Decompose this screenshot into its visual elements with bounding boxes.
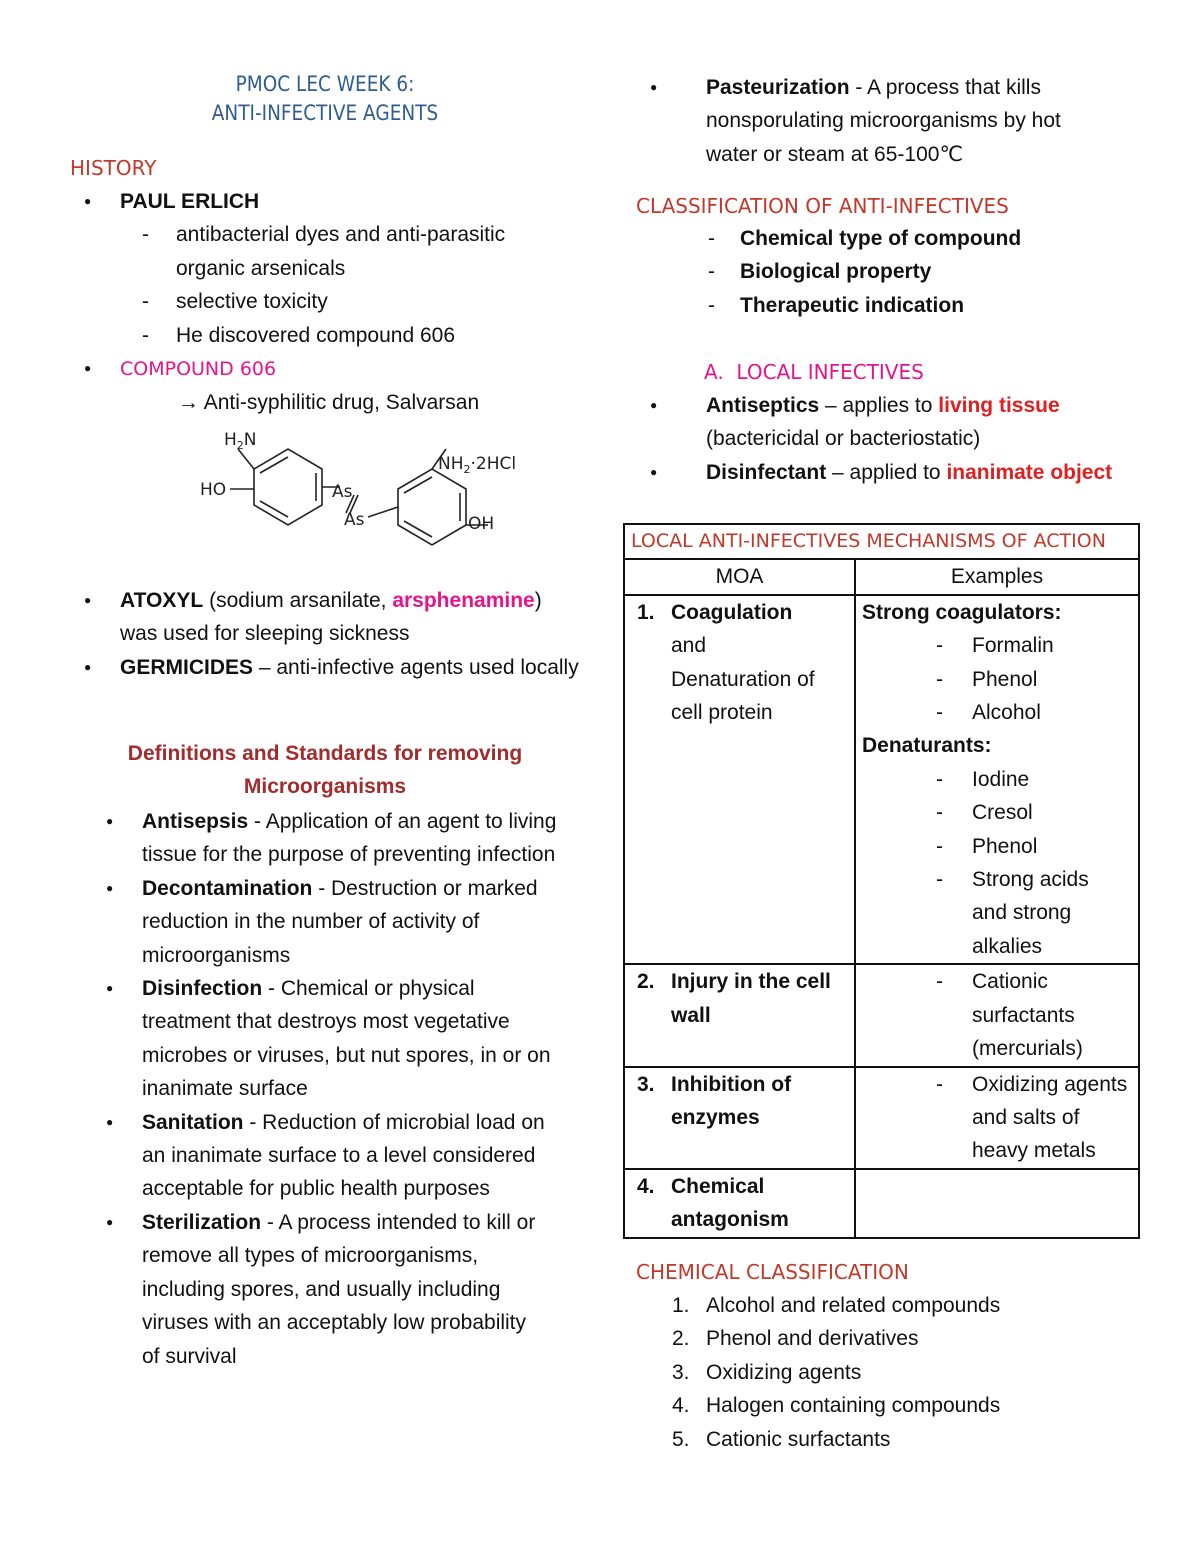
examples-cell	[855, 1067, 1139, 1169]
list-item	[70, 185, 580, 218]
list-item	[70, 1206, 542, 1373]
germicides-name: GERMICIDES	[120, 655, 254, 679]
example-item: - Phenol	[862, 663, 1132, 696]
arrow-icon: →	[178, 391, 199, 415]
moa-cell	[624, 1169, 855, 1238]
subscript-2: 2	[236, 439, 244, 452]
moa-cell	[624, 1067, 855, 1169]
classification-item: Therapeutic indication	[740, 293, 965, 317]
item-text: Phenol and derivatives	[706, 1327, 919, 1351]
page-title	[101, 70, 550, 128]
title-line-2: ANTI-INFECTIVE AGENTS	[211, 101, 439, 125]
table-row	[624, 1169, 1139, 1238]
hcl-label: ·2HCl	[470, 454, 517, 474]
chemical-list	[636, 1289, 1150, 1456]
history-list-2	[70, 584, 580, 684]
definitions-heading-line: Definitions and Standards for removing	[127, 742, 523, 765]
compound-name: COMPOUND 606	[120, 358, 277, 381]
pasteurization-desc: - A process that kills nonsporulating microorganisms by hot water or steam at 65-100℃	[706, 76, 1061, 166]
antiseptics-post: (bactericidal or bacteriostatic)	[706, 427, 981, 451]
moa-rest: and Denaturation of cell protein	[671, 634, 815, 725]
table-caption-row	[624, 524, 1139, 559]
local-heading	[704, 356, 924, 389]
antiseptics-highlight: living tissue	[938, 394, 1060, 417]
pasteurization-item	[636, 71, 1106, 171]
definition-desc: - Reduction of microbial load on an inanimate surface to a level considered acceptable for public health purposes	[142, 1110, 545, 1201]
item-text: Alcohol and related compounds	[706, 1294, 1001, 1317]
disinfectant-highlight: inanimate object	[946, 460, 1113, 484]
list-item	[636, 222, 1150, 255]
coagulators-heading: Strong coagulators:	[862, 600, 1062, 624]
as-label-2: As	[344, 510, 365, 530]
example-item: - Strong acids and strong alkalies	[862, 863, 1092, 963]
list-item	[636, 1389, 1150, 1422]
atoxyl-highlight: arsphenamine	[392, 589, 535, 612]
example-item: - Oxidizing agents and salts of heavy metals	[862, 1068, 1132, 1168]
definitions-heading	[70, 737, 580, 804]
erlich-name: PAUL ERLICH	[120, 190, 260, 213]
row-number: 2.	[637, 970, 655, 994]
compound-desc	[70, 386, 580, 419]
definition-desc: - Chemical or physical treatment that destroys most vegetative microbes or viruses, but nut spores, in or on inanimate surface	[142, 977, 551, 1101]
row-number: 3.	[637, 1072, 655, 1096]
atoxyl-pre: (sodium arsanilate,	[209, 589, 393, 612]
erlich-point: antibacterial dyes and anti-parasitic organic arsenicals	[176, 223, 506, 280]
local-heading-text: LOCAL INFECTIVES	[736, 360, 924, 384]
list-item	[70, 651, 580, 684]
disinfectant-term: Disinfectant	[706, 460, 827, 484]
n-label: N	[243, 430, 257, 450]
list-item	[70, 1106, 565, 1206]
definitions-list	[70, 805, 565, 1373]
item-number: 1.	[672, 1294, 690, 1317]
list-item	[636, 1322, 1150, 1355]
title-line-1: PMOC LEC WEEK 6:	[235, 72, 415, 96]
denaturants-heading: Denaturants:	[862, 734, 992, 758]
history-heading: HISTORY	[70, 156, 157, 180]
moa-bold: Chemical antagonism	[671, 1174, 789, 1232]
local-heading-letter: A.	[704, 360, 724, 384]
moa-cell	[624, 964, 855, 1066]
definition-term: Sterilization	[142, 1210, 262, 1234]
germicides-desc: – anti-infective agents used locally	[253, 655, 579, 679]
example-item: - Iodine	[862, 763, 1132, 796]
item-number: 3.	[672, 1360, 690, 1384]
classification-item: Biological property	[740, 260, 932, 284]
example-item: - Cationic surfactants (mercurials)	[862, 965, 1092, 1065]
moa-table	[623, 523, 1140, 1239]
moa-bold: Coagulation	[671, 600, 793, 624]
chemical-heading: CHEMICAL CLASSIFICATION	[636, 1260, 909, 1284]
list-item	[636, 71, 1106, 171]
list-item	[636, 1356, 1150, 1389]
classification-list	[636, 222, 1150, 322]
example-item: - Formalin	[862, 629, 1132, 662]
list-item	[70, 805, 565, 872]
local-list	[636, 389, 1150, 489]
item-text: Halogen containing compounds	[706, 1394, 1001, 1418]
list-item	[70, 972, 565, 1106]
nh2-label	[438, 454, 516, 476]
table-header-row	[624, 559, 1139, 594]
as-label-1: As	[332, 482, 353, 502]
column-header-moa: MOA	[624, 559, 855, 594]
compound-desc-text: Anti-syphilitic drug, Salvarsan	[203, 391, 480, 415]
item-number: 5.	[672, 1427, 690, 1451]
list-item	[636, 1289, 1150, 1322]
subscript-2: 2	[463, 463, 471, 476]
salvarsan-structure-diagram	[128, 425, 528, 555]
table-caption: LOCAL ANTI-INFECTIVES MECHANISMS OF ACTION	[624, 524, 1139, 559]
item-text: Cationic surfactants	[706, 1427, 891, 1451]
atoxyl-name: ATOXYL	[120, 589, 204, 612]
disinfectant-mid: – applied to	[826, 460, 947, 484]
erlich-point: He discovered compound 606	[176, 323, 456, 347]
table-row	[624, 1067, 1139, 1169]
antiseptics-mid: – applies to	[819, 394, 939, 417]
definition-term: Disinfection	[142, 977, 263, 1001]
table-row	[624, 964, 1139, 1066]
oh-label: OH	[468, 514, 495, 534]
table-row	[624, 595, 1139, 964]
classification-heading: CLASSIFICATION OF ANTI-INFECTIVES	[636, 194, 1009, 218]
list-item	[70, 285, 580, 318]
list-item	[70, 872, 565, 972]
item-number: 4.	[672, 1394, 690, 1418]
atoxyl-post: ) was used for sleeping sickness	[120, 589, 542, 646]
classification-item: Chemical type of compound	[740, 227, 1022, 250]
item-text: Oxidizing agents	[706, 1360, 862, 1384]
moa-bold: Inhibition of enzymes	[671, 1072, 792, 1129]
definition-desc: - Application of an agent to living tissue for the purpose of preventing infection	[142, 810, 557, 867]
row-number: 4.	[637, 1174, 655, 1198]
list-item	[70, 584, 580, 651]
antiseptics-term: Antiseptics	[706, 394, 820, 417]
column-header-examples: Examples	[855, 559, 1139, 594]
definition-desc: - A process intended to kill or remove all types of microorganisms, including spores, and usually including viruses with an acceptably low probability of survival	[142, 1210, 536, 1368]
examples-cell	[855, 964, 1139, 1066]
definition-term: Decontamination	[142, 876, 313, 900]
history-list	[70, 185, 580, 420]
list-item	[70, 352, 580, 386]
list-item	[636, 1423, 1150, 1456]
example-item: - Alcohol	[862, 696, 1132, 729]
list-item	[70, 319, 580, 352]
example-item: - Phenol	[862, 830, 1132, 863]
ho-label: HO	[200, 480, 227, 500]
definition-desc: - Destruction or marked reduction in the number of activity of microorganisms	[142, 876, 538, 967]
moa-cell	[624, 595, 855, 964]
list-item	[636, 456, 1150, 489]
example-item: - Cresol	[862, 796, 1132, 829]
list-item	[636, 389, 1150, 456]
pasteurization-term: Pasteurization	[706, 76, 850, 99]
list-item	[636, 289, 1150, 322]
examples-cell	[855, 1169, 1139, 1238]
list-item	[636, 255, 1150, 288]
moa-bold: Injury in the cell wall	[671, 970, 831, 1027]
nh-label: NH	[438, 454, 464, 474]
row-number: 1.	[637, 600, 655, 624]
h2n-label	[224, 430, 257, 452]
definition-term: Antisepsis	[142, 810, 249, 833]
list-item	[70, 218, 536, 285]
examples-cell	[855, 595, 1139, 964]
h-label: H	[224, 430, 237, 450]
definition-term: Sanitation	[142, 1110, 244, 1134]
definitions-heading-line: Microorganisms	[243, 775, 407, 799]
erlich-point: selective toxicity	[176, 290, 328, 314]
item-number: 2.	[672, 1327, 690, 1351]
